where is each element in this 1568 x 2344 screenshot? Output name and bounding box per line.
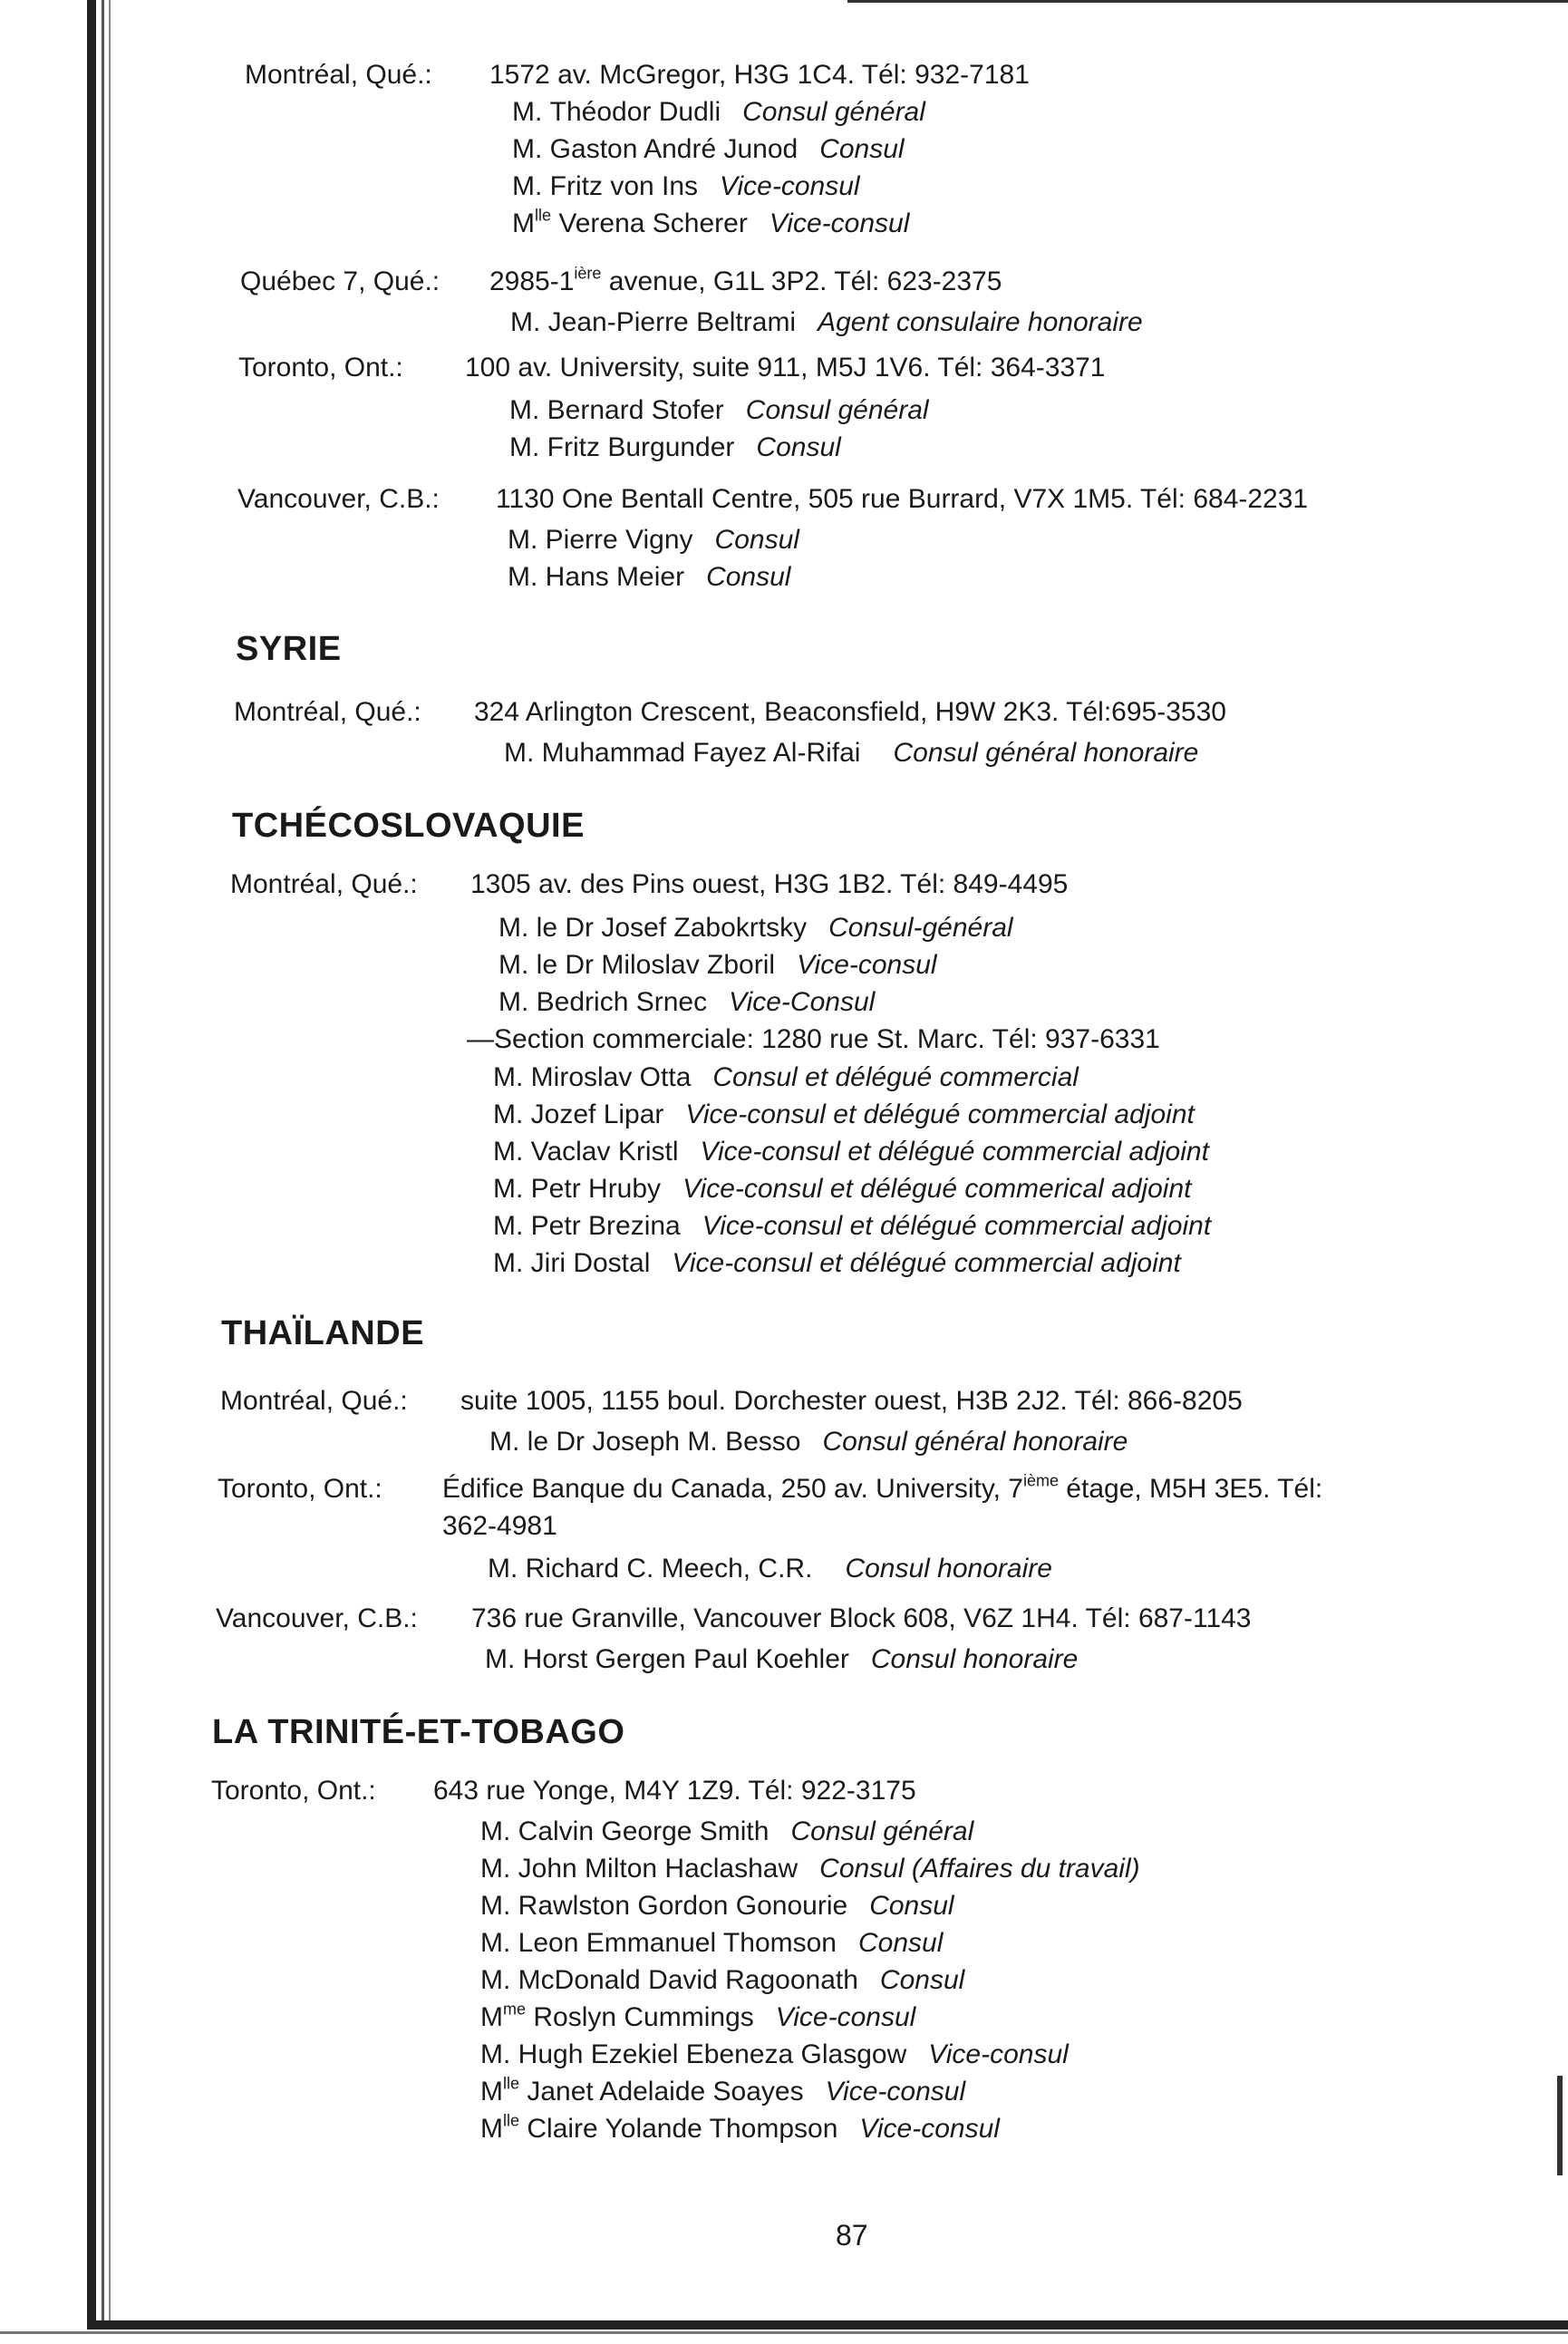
commercial-staff-list xyxy=(493,1059,1211,1282)
staff-name: Janet Adelaide Soayes xyxy=(527,2077,804,2107)
staff-prefix: M. xyxy=(489,1427,520,1457)
office-address-part: 2985-1 xyxy=(489,266,575,296)
staff-entry xyxy=(480,1961,1140,1999)
office-city: Toronto, Ont.: xyxy=(211,1776,376,1806)
office-block xyxy=(211,1772,916,1809)
staff-prefix: M xyxy=(480,2114,503,2144)
scan-artifact xyxy=(1557,2076,1563,2175)
staff-entry xyxy=(493,1207,1211,1245)
staff-name: Bedrich Srnec xyxy=(536,987,708,1017)
staff-name: le Dr Miloslav Zboril xyxy=(536,950,776,980)
staff-prefix: M. xyxy=(509,395,540,425)
staff-list xyxy=(510,304,1143,341)
bottom-rule xyxy=(0,2331,1568,2334)
staff-name: Hans Meier xyxy=(545,562,685,592)
staff-entry xyxy=(480,1924,1140,1961)
staff-role: Consul général honoraire xyxy=(822,1427,1128,1457)
office-block xyxy=(237,480,1308,518)
staff-role: Vice-consul xyxy=(797,950,937,980)
office-address: suite 1005, 1155 boul. Dorchester ouest, H3B 2J2. Tél: 866-8205 xyxy=(460,1386,1243,1416)
office-address-part: avenue, G1L 3P2. Tél: 623-2375 xyxy=(601,266,1002,296)
staff-entry xyxy=(489,1423,1128,1460)
staff-entry xyxy=(480,1850,1140,1887)
office-block xyxy=(240,263,1002,300)
office-city: Vancouver, C.B.: xyxy=(237,484,440,514)
staff-prefix: M. xyxy=(512,134,543,164)
staff-prefix: M xyxy=(480,2077,503,2107)
office-city: Montréal, Qué.: xyxy=(245,60,432,90)
staff-name: Richard C. Meech, C.R. xyxy=(525,1554,813,1584)
staff-role: Vice-consul xyxy=(928,2039,1069,2069)
office-city: Toronto, Ont.: xyxy=(218,1474,382,1504)
staff-list xyxy=(504,734,1198,771)
staff-role: Consul xyxy=(858,1928,944,1958)
staff-entry xyxy=(498,909,1013,946)
staff-name: Théodor Dudli xyxy=(549,97,721,127)
staff-name: Muhammad Fayez Al-Rifai xyxy=(541,738,861,768)
staff-name: Hugh Ezekiel Ebeneza Glasgow xyxy=(518,2039,907,2069)
staff-name: Leon Emmanuel Thomson xyxy=(518,1928,837,1958)
staff-entry xyxy=(498,946,1013,983)
office-block xyxy=(234,693,1226,731)
staff-entry xyxy=(480,1813,1140,1850)
office-city: Vancouver, C.B.: xyxy=(216,1603,418,1633)
staff-entry xyxy=(493,1096,1211,1133)
staff-list xyxy=(489,1423,1128,1460)
staff-entry xyxy=(508,558,799,596)
office-block xyxy=(218,1470,1322,1545)
office-address: 100 av. University, suite 911, M5J 1V6. Tél: 364-3371 xyxy=(465,353,1106,383)
staff-role: Consul-général xyxy=(828,913,1013,943)
staff-name: Calvin George Smith xyxy=(518,1816,769,1846)
office-address-sup: ième xyxy=(1022,1471,1059,1490)
staff-prefix: M. xyxy=(480,2039,511,2069)
staff-prefix-sup: lle xyxy=(503,2111,520,2130)
office-address: 324 Arlington Crescent, Beaconsfield, H9W 2K3. Tél:695-3530 xyxy=(474,697,1226,727)
staff-name: Claire Yolande Thompson xyxy=(527,2114,838,2144)
office-address: 1130 One Bentall Centre, 505 rue Burrard, V7X 1M5. Tél: 684-2231 xyxy=(496,484,1309,514)
staff-name: Jean-Pierre Beltrami xyxy=(547,307,797,337)
staff-role: Vice-consul xyxy=(720,171,860,201)
staff-entry xyxy=(480,2073,1140,2110)
staff-role: Agent consulaire honoraire xyxy=(818,307,1143,337)
office-address xyxy=(442,1470,1322,1507)
staff-entry xyxy=(498,983,1013,1021)
bottom-rule xyxy=(87,2320,1568,2329)
staff-prefix: M. xyxy=(508,525,538,555)
staff-name: le Dr Joseph M. Besso xyxy=(527,1427,801,1457)
office-address: 1305 av. des Pins ouest, H3G 1B2. Tél: 849-4495 xyxy=(470,869,1069,899)
staff-list xyxy=(498,909,1013,1021)
staff-name: Vaclav Kristl xyxy=(530,1137,679,1167)
staff-prefix: M. xyxy=(493,1174,524,1204)
staff-entry xyxy=(493,1245,1211,1282)
staff-name: John Milton Haclashaw xyxy=(518,1854,799,1884)
office-address-part: Édifice Banque du Canada, 250 av. University, 7 xyxy=(442,1474,1023,1504)
staff-entry xyxy=(512,205,925,242)
staff-role: Consul général xyxy=(742,97,925,127)
staff-prefix: M. xyxy=(498,987,529,1017)
staff-prefix: M. xyxy=(512,171,543,201)
office-address: 736 rue Granville, Vancouver Block 608, V6Z 1H4. Tél: 687-1143 xyxy=(471,1603,1252,1633)
page-number: 87 xyxy=(836,2219,868,2252)
office-address: 1572 av. McGregor, H3G 1C4. Tél: 932-7181 xyxy=(489,60,1030,90)
staff-list xyxy=(485,1641,1078,1678)
staff-prefix: M. xyxy=(510,307,541,337)
staff-prefix: M. xyxy=(480,1816,511,1846)
staff-name: Jiri Dostal xyxy=(530,1248,651,1278)
staff-role: Vice-consul et délégué commerical adjoint xyxy=(682,1174,1192,1204)
staff-entry xyxy=(493,1170,1211,1207)
staff-role: Consul xyxy=(714,525,799,555)
staff-role: Consul xyxy=(879,1965,965,1995)
staff-entry xyxy=(480,1887,1140,1924)
staff-role: Consul xyxy=(706,562,791,592)
staff-role: Vice-consul et délégué commercial adjoint xyxy=(685,1099,1195,1129)
office-address xyxy=(489,263,1002,300)
staff-prefix: M. xyxy=(509,432,540,462)
staff-name: Fritz von Ins xyxy=(549,171,699,201)
office-block xyxy=(220,1382,1243,1419)
office-block xyxy=(230,866,1068,903)
staff-name: Miroslav Otta xyxy=(530,1062,692,1092)
office-city: Toronto, Ont.: xyxy=(238,353,403,383)
staff-role: Consul honoraire xyxy=(845,1554,1052,1584)
staff-name: Petr Hruby xyxy=(530,1174,662,1204)
staff-entry xyxy=(480,2036,1140,2073)
office-block xyxy=(216,1600,1252,1637)
staff-prefix: M xyxy=(512,208,535,238)
binding-edge xyxy=(87,0,96,2320)
staff-list xyxy=(508,521,799,596)
staff-role: Consul (Affaires du travail) xyxy=(819,1854,1140,1884)
staff-role: Consul xyxy=(869,1891,954,1921)
binding-edge-line xyxy=(102,0,104,2320)
staff-entry xyxy=(493,1059,1211,1096)
office-city: Montréal, Qué.: xyxy=(220,1386,408,1416)
staff-name: Roslyn Cummings xyxy=(533,2002,754,2032)
staff-entry xyxy=(510,304,1143,341)
staff-role: Consul et délégué commercial xyxy=(712,1062,1079,1092)
staff-prefix: M. xyxy=(480,1928,511,1958)
staff-entry xyxy=(509,429,929,466)
staff-entry xyxy=(509,392,929,429)
staff-role: Vice-consul et délégué commercial adjoint xyxy=(700,1137,1209,1167)
staff-role: Consul général xyxy=(745,395,929,425)
staff-prefix: M. xyxy=(512,97,543,127)
staff-entry xyxy=(480,2110,1140,2147)
staff-entry xyxy=(512,131,925,168)
commercial-section-address: —Section commerciale: 1280 rue St. Marc. Tél: 937-6331 xyxy=(467,1024,1160,1054)
staff-prefix: M. xyxy=(480,1891,511,1921)
staff-prefix: M. xyxy=(493,1248,524,1278)
staff-list xyxy=(512,93,925,242)
staff-role: Vice-consul et délégué commercial adjoint xyxy=(672,1248,1181,1278)
staff-list xyxy=(509,392,929,466)
staff-list xyxy=(488,1550,1052,1587)
staff-entry xyxy=(508,521,799,558)
country-heading: SYRIE xyxy=(236,630,342,668)
staff-role: Vice-consul xyxy=(825,2077,966,2107)
staff-prefix: M xyxy=(480,2002,503,2032)
staff-prefix: M. xyxy=(480,1965,511,1995)
staff-prefix: M. xyxy=(498,913,529,943)
staff-role: Vice-consul et délégué commercial adjoint xyxy=(702,1211,1212,1241)
staff-name: le Dr Josef Zabokrtsky xyxy=(536,913,808,943)
top-rule xyxy=(847,0,1568,3)
staff-prefix: M. xyxy=(493,1137,524,1167)
staff-role: Consul xyxy=(756,432,841,462)
staff-prefix: M. xyxy=(493,1211,524,1241)
office-address-continued: 362-4981 xyxy=(442,1511,557,1541)
staff-name: Jozef Lipar xyxy=(530,1099,664,1129)
office-block xyxy=(245,56,1030,93)
office-city: Montréal, Qué.: xyxy=(234,697,421,727)
staff-name: Gaston André Junod xyxy=(549,134,799,164)
staff-name: McDonald David Ragoonath xyxy=(518,1965,858,1995)
staff-name: Pierre Vigny xyxy=(545,525,693,555)
staff-prefix: M. xyxy=(480,1854,511,1884)
staff-prefix: M. xyxy=(488,1554,518,1584)
staff-role: Consul honoraire xyxy=(870,1644,1079,1674)
staff-entry xyxy=(488,1550,1052,1587)
staff-prefix: M. xyxy=(485,1644,516,1674)
staff-role: Vice-Consul xyxy=(729,987,876,1017)
staff-name: Bernard Stofer xyxy=(547,395,724,425)
office-city: Montréal, Qué.: xyxy=(230,869,418,899)
staff-prefix-sup: me xyxy=(503,2000,527,2019)
staff-prefix: M. xyxy=(493,1062,524,1092)
office-address-sup: ière xyxy=(574,264,602,283)
staff-prefix: M. xyxy=(504,738,535,768)
staff-role: Vice-consul xyxy=(775,2002,916,2032)
staff-prefix-sup: lle xyxy=(503,2074,520,2093)
staff-prefix-sup: lle xyxy=(535,206,552,225)
office-address: 643 rue Yonge, M4Y 1Z9. Tél: 922-3175 xyxy=(433,1776,916,1806)
staff-entry xyxy=(504,734,1198,771)
office-address-part: étage, M5H 3E5. Tél: xyxy=(1058,1474,1323,1504)
staff-role: Consul xyxy=(819,134,905,164)
staff-role: Consul général xyxy=(790,1816,974,1846)
staff-name: Fritz Burgunder xyxy=(547,432,735,462)
staff-name: Horst Gergen Paul Koehler xyxy=(522,1644,849,1674)
country-heading: THAÏLANDE xyxy=(221,1314,425,1352)
commercial-section xyxy=(467,1021,1160,1058)
staff-role: Consul général honoraire xyxy=(893,738,1199,768)
staff-name: Petr Brezina xyxy=(530,1211,681,1241)
binding-edge-line xyxy=(109,0,111,2320)
country-heading: LA TRINITÉ-ET-TOBAGO xyxy=(212,1713,625,1751)
staff-entry xyxy=(512,93,925,131)
staff-prefix: M. xyxy=(493,1099,524,1129)
staff-entry xyxy=(493,1133,1211,1170)
staff-list xyxy=(480,1813,1140,2147)
staff-entry xyxy=(512,168,925,205)
staff-name: Rawlston Gordon Gonourie xyxy=(518,1891,848,1921)
staff-prefix: M. xyxy=(498,950,529,980)
staff-prefix: M. xyxy=(508,562,538,592)
staff-entry xyxy=(485,1641,1078,1678)
office-block xyxy=(238,349,1106,386)
staff-name: Verena Scherer xyxy=(558,208,748,238)
staff-role: Vice-consul xyxy=(859,2114,1000,2144)
staff-entry xyxy=(480,1999,1140,2036)
country-heading: TCHÉCOSLOVAQUIE xyxy=(232,807,585,845)
office-city: Québec 7, Qué.: xyxy=(240,266,440,296)
staff-role: Vice-consul xyxy=(769,208,910,238)
